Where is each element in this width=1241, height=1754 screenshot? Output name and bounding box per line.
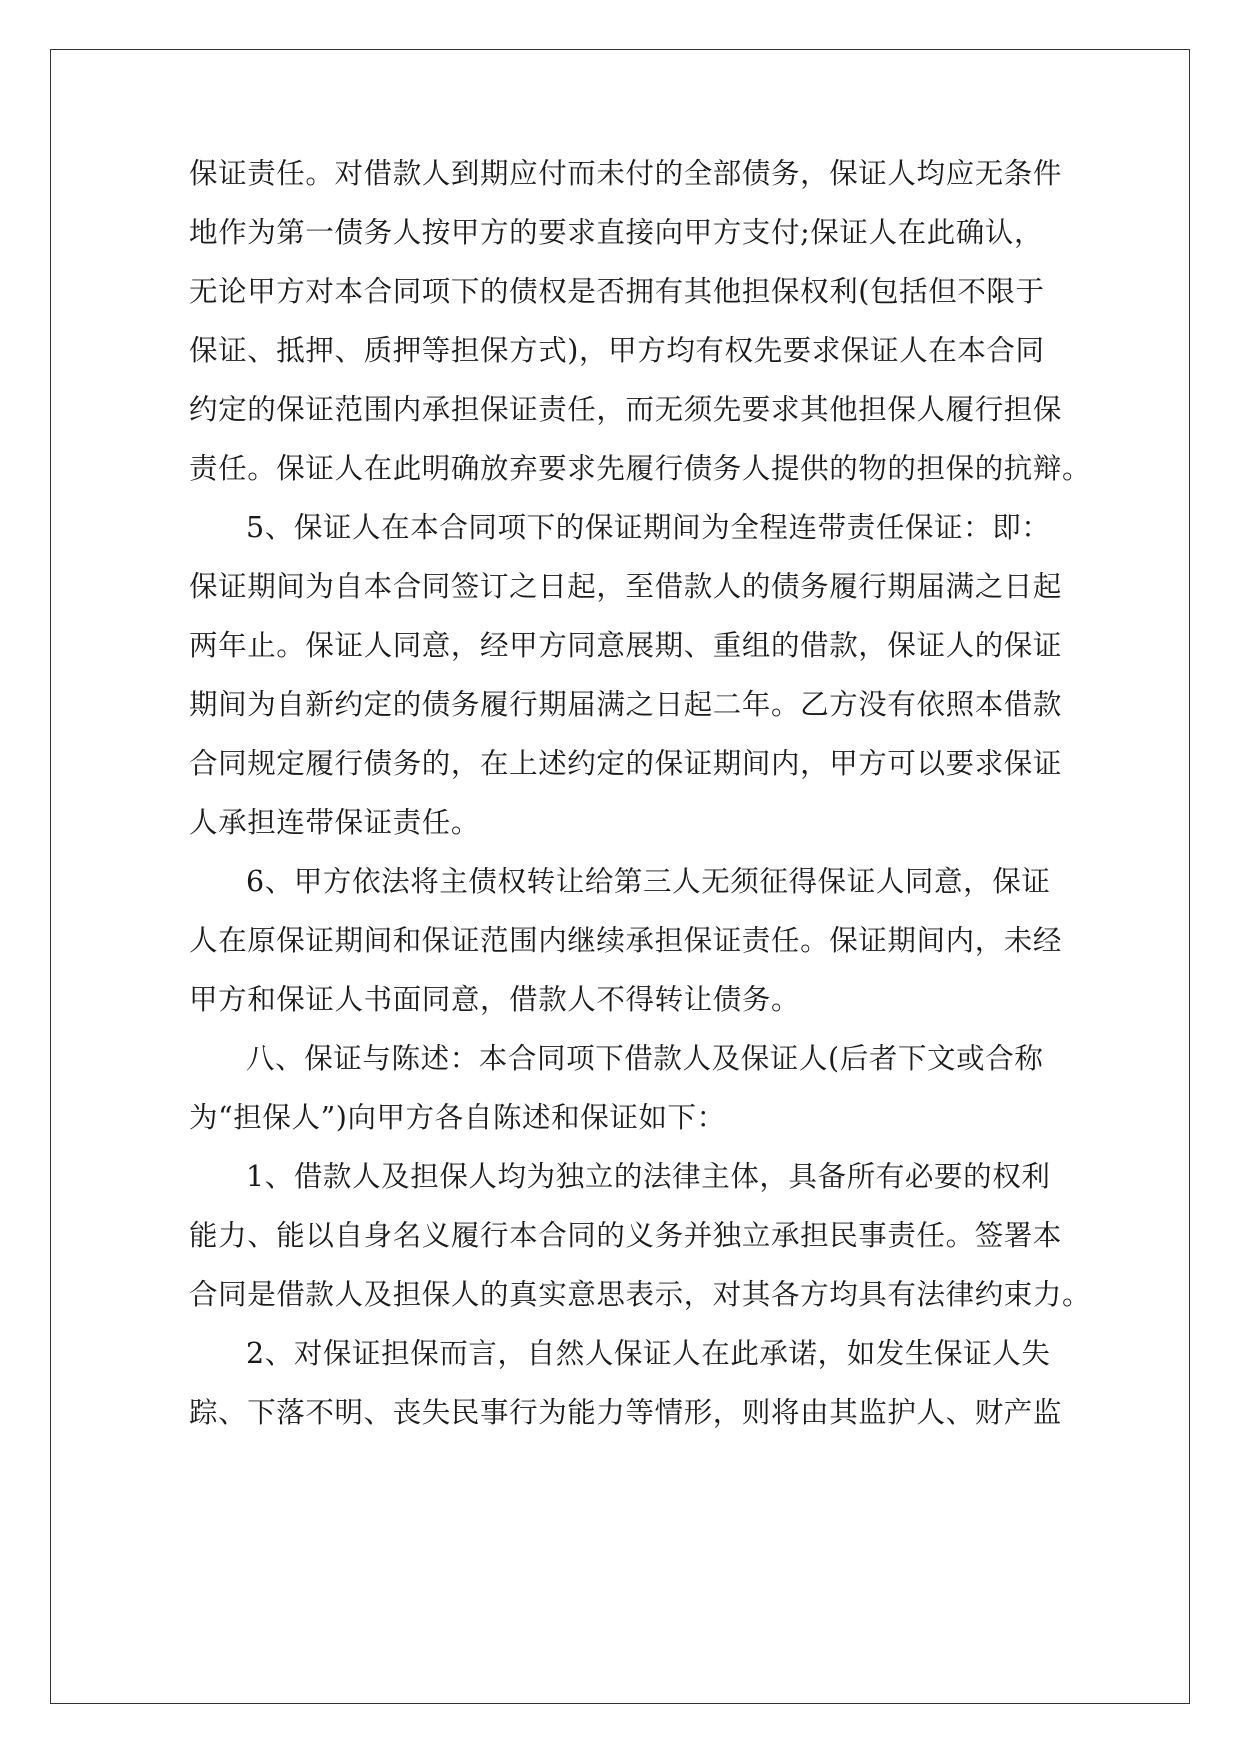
text-line: 甲方和保证人书面同意，借款人不得转让债务。 bbox=[189, 983, 801, 1016]
paragraph-start-line: 5、保证人在本合同项下的保证期间为全程连带责任保证：即： bbox=[246, 511, 1051, 544]
text-line: 约定的保证范围内承担保证责任，而无须先要求其他担保人履行担保 bbox=[189, 393, 1063, 426]
text-line: 人在原保证期间和保证范围内继续承担保证责任。保证期间内，未经 bbox=[189, 924, 1063, 957]
text-line: 期间为自新约定的债务履行期届满之日起二年。乙方没有依照本借款 bbox=[189, 688, 1063, 721]
text-line: 保证期间为自本合同签订之日起，至借款人的债务履行期届满之日起 bbox=[189, 570, 1063, 603]
text-line: 合同规定履行债务的，在上述约定的保证期间内，甲方可以要求保证 bbox=[189, 747, 1063, 780]
text-line: 能力、能以自身名义履行本合同的义务并独立承担民事责任。签署本 bbox=[189, 1219, 1063, 1252]
text-line: 地作为第一债务人按甲方的要求直接向甲方支付;保证人在此确认， bbox=[189, 216, 1044, 249]
paragraph-start-line: 2、对保证担保而言，自然人保证人在此承诺，如发生保证人失 bbox=[246, 1337, 1051, 1370]
text-line: 合同是借款人及担保人的真实意思表示，对其各方均具有法律约束力。 bbox=[189, 1278, 1092, 1311]
text-line: 无论甲方对本合同项下的债权是否拥有其他担保权利(包括但不限于 bbox=[189, 275, 1045, 308]
text-line: 保证、抵押、质押等担保方式)，甲方均有权先要求保证人在本合同 bbox=[189, 334, 1045, 367]
text-line: 两年止。保证人同意，经甲方同意展期、重组的借款，保证人的保证 bbox=[189, 629, 1063, 662]
text-line: 责任。保证人在此明确放弃要求先履行债务人提供的物的担保的抗辩。 bbox=[189, 452, 1092, 485]
text-line: 保证责任。对借款人到期应付而未付的全部债务，保证人均应无条件 bbox=[189, 157, 1063, 190]
text-line: 为“担保人”)向甲方各自陈述和保证如下： bbox=[189, 1101, 726, 1134]
section-heading-line: 八、保证与陈述：本合同项下借款人及保证人(后者下文或合称 bbox=[246, 1042, 1044, 1075]
text-line: 踪、下落不明、丧失民事行为能力等情形，则将由其监护人、财产监 bbox=[189, 1396, 1063, 1429]
text-line: 人承担连带保证责任。 bbox=[189, 806, 481, 839]
paragraph-start-line: 1、借款人及担保人均为独立的法律主体，具备所有必要的权利 bbox=[246, 1160, 1051, 1193]
paragraph-start-line: 6、甲方依法将主债权转让给第三人无须征得保证人同意，保证 bbox=[246, 865, 1051, 898]
